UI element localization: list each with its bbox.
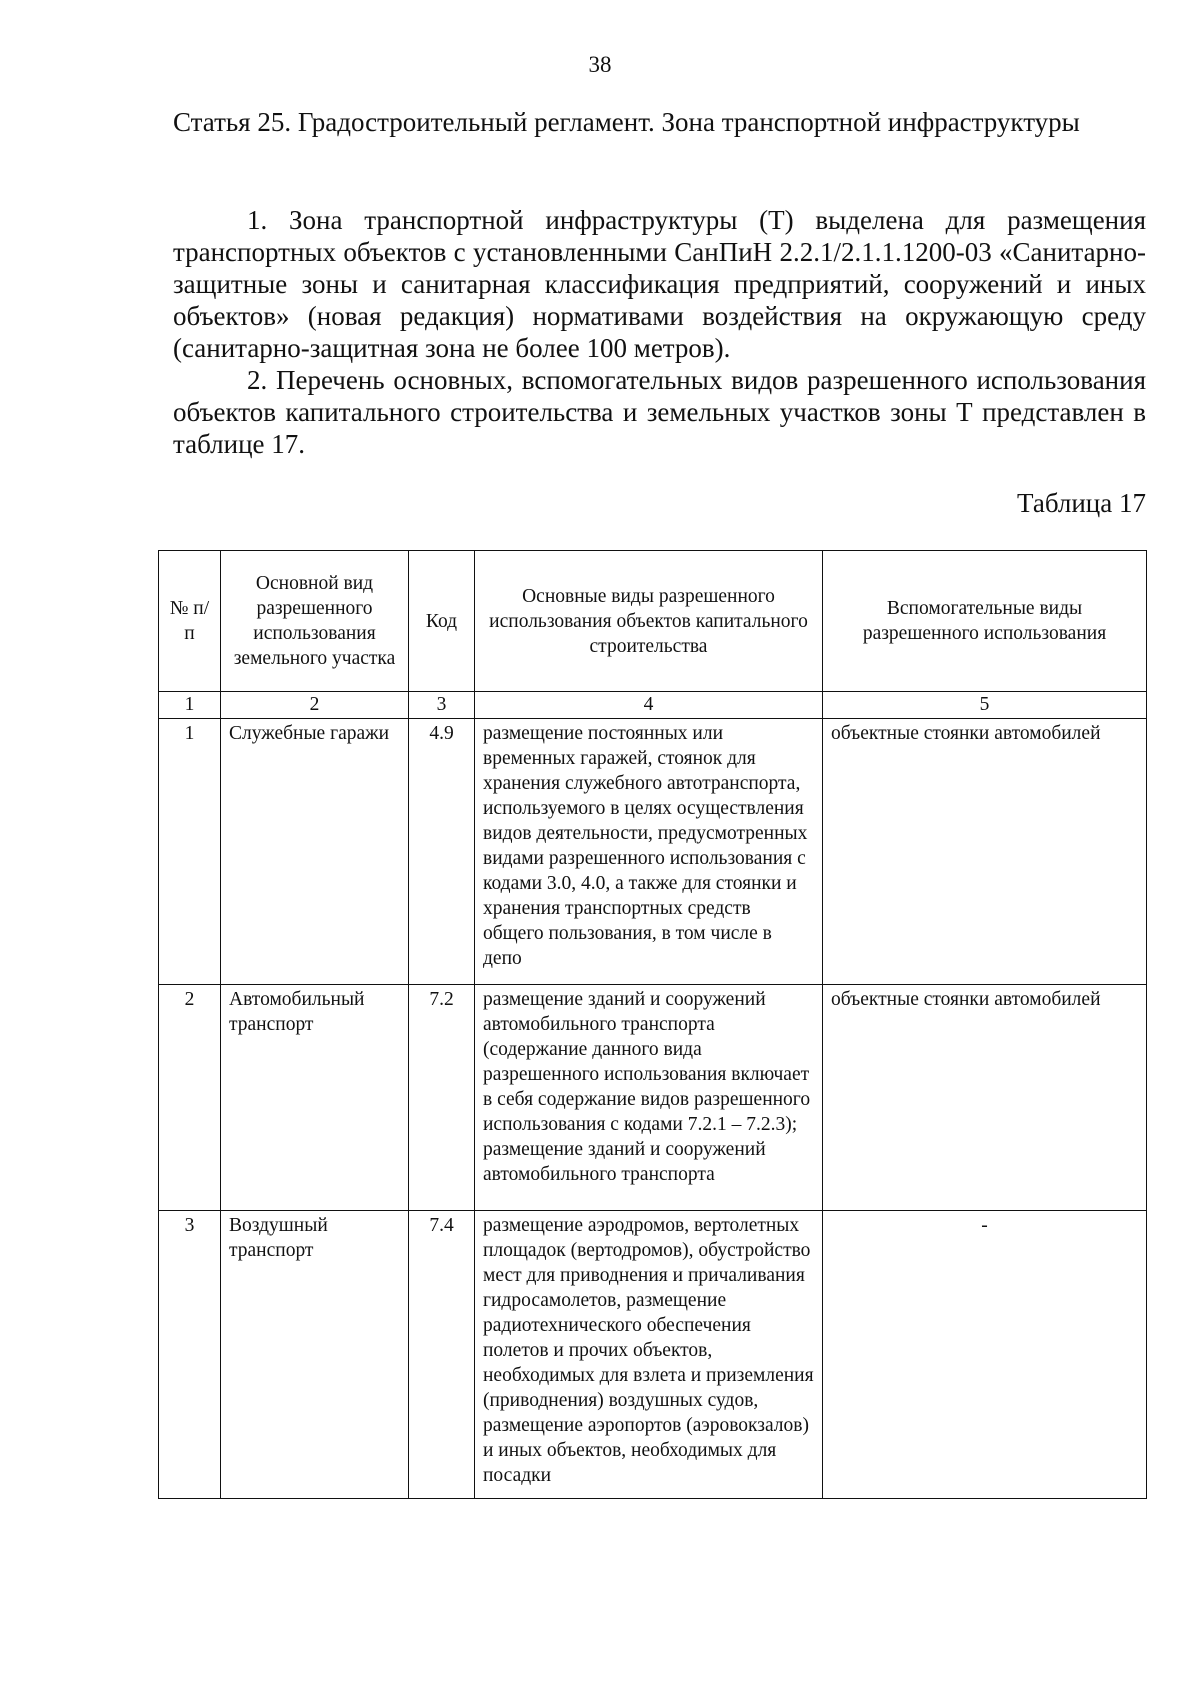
column-number: 4 [475,692,823,719]
header-cell-number: № п/п [159,551,221,692]
column-number: 1 [159,692,221,719]
land-use-table [158,550,1147,1499]
row-use-type: Автомобильный транспорт [221,985,409,1211]
column-number: 2 [221,692,409,719]
column-number: 3 [409,692,475,719]
row-code: 7.4 [409,1211,475,1499]
row-code: 7.2 [409,985,475,1211]
table-row [159,719,1147,985]
header-cell-capital-uses: Основные виды разрешенного использования объектов капитального строительства [475,551,823,692]
page-number: 38 [588,52,612,77]
row-description: размещение постоянных или временных гаражей, стоянок для хранения служебного автотранспорта, используемого в целях осуществления видов деятельности, предусмотренных видами разрешенного использования с кодами 3.0, 4.0, а также для стоянки и хранения транспортных средств общего пользования, в том числе в депо [475,719,823,985]
article-title: Статья 25. Градостроительный регламент. Зона транспортной инфраструктуры [173,107,1080,137]
row-description: размещение аэродромов, вертолетных площадок (вертодромов), обустройство мест для приводнения и причаливания гидросамолетов, размещение радиотехнического обеспечения полетов и прочих объектов, необходимых для взлета и приземления (приводнения) воздушных судов, размещение аэропортов (аэровокзалов) и иных объектов, необходимых для посадки [475,1211,823,1499]
column-number-row [159,692,1147,719]
table-row [159,1211,1147,1499]
row-use-type: Служебные гаражи [221,719,409,985]
table-caption: Таблица 17 [1017,488,1146,518]
row-description: размещение зданий и сооружений автомобильного транспорта (содержание данного вида разрешенного использования включает в себя содержание видов разрешенного использования с кодами 7.2.1 – 7.2.3); размещение зданий и сооружений автомобильного транспорта [475,985,823,1211]
row-auxiliary: - [823,1211,1147,1499]
table-header-row [159,551,1147,692]
row-auxiliary: объектные стоянки автомобилей [823,985,1147,1211]
paragraph-zone-description: 1. Зона транспортной инфраструктуры (Т) выделена для размещения транспортных объектов с установленными СанПиН 2.2.1/2.1.1.1200-03 «Санитарно-защитные зоны и санитарная классификация предприятий, сооружений и иных объектов» (новая редакция) нормативами воздействия на окружающую среду (санитарно-защитная зона не более 100 метров). [173,205,1146,363]
header-cell-code: Код [409,551,475,692]
paragraph-table-reference: 2. Перечень основных, вспомогательных видов разрешенного использования объектов капитального строительства и земельных участков зоны Т представлен в таблице 17. [173,365,1146,459]
column-number: 5 [823,692,1147,719]
row-use-type: Воздушный транспорт [221,1211,409,1499]
row-number: 1 [159,719,221,985]
row-auxiliary: объектные стоянки автомобилей [823,719,1147,985]
header-cell-auxiliary-uses: Вспомогательные виды разрешенного использования [823,551,1147,692]
row-number: 3 [159,1211,221,1499]
row-code: 4.9 [409,719,475,985]
header-cell-main-type: Основной вид разрешенного использования земельного участка [221,551,409,692]
row-number: 2 [159,985,221,1211]
table-row [159,985,1147,1211]
